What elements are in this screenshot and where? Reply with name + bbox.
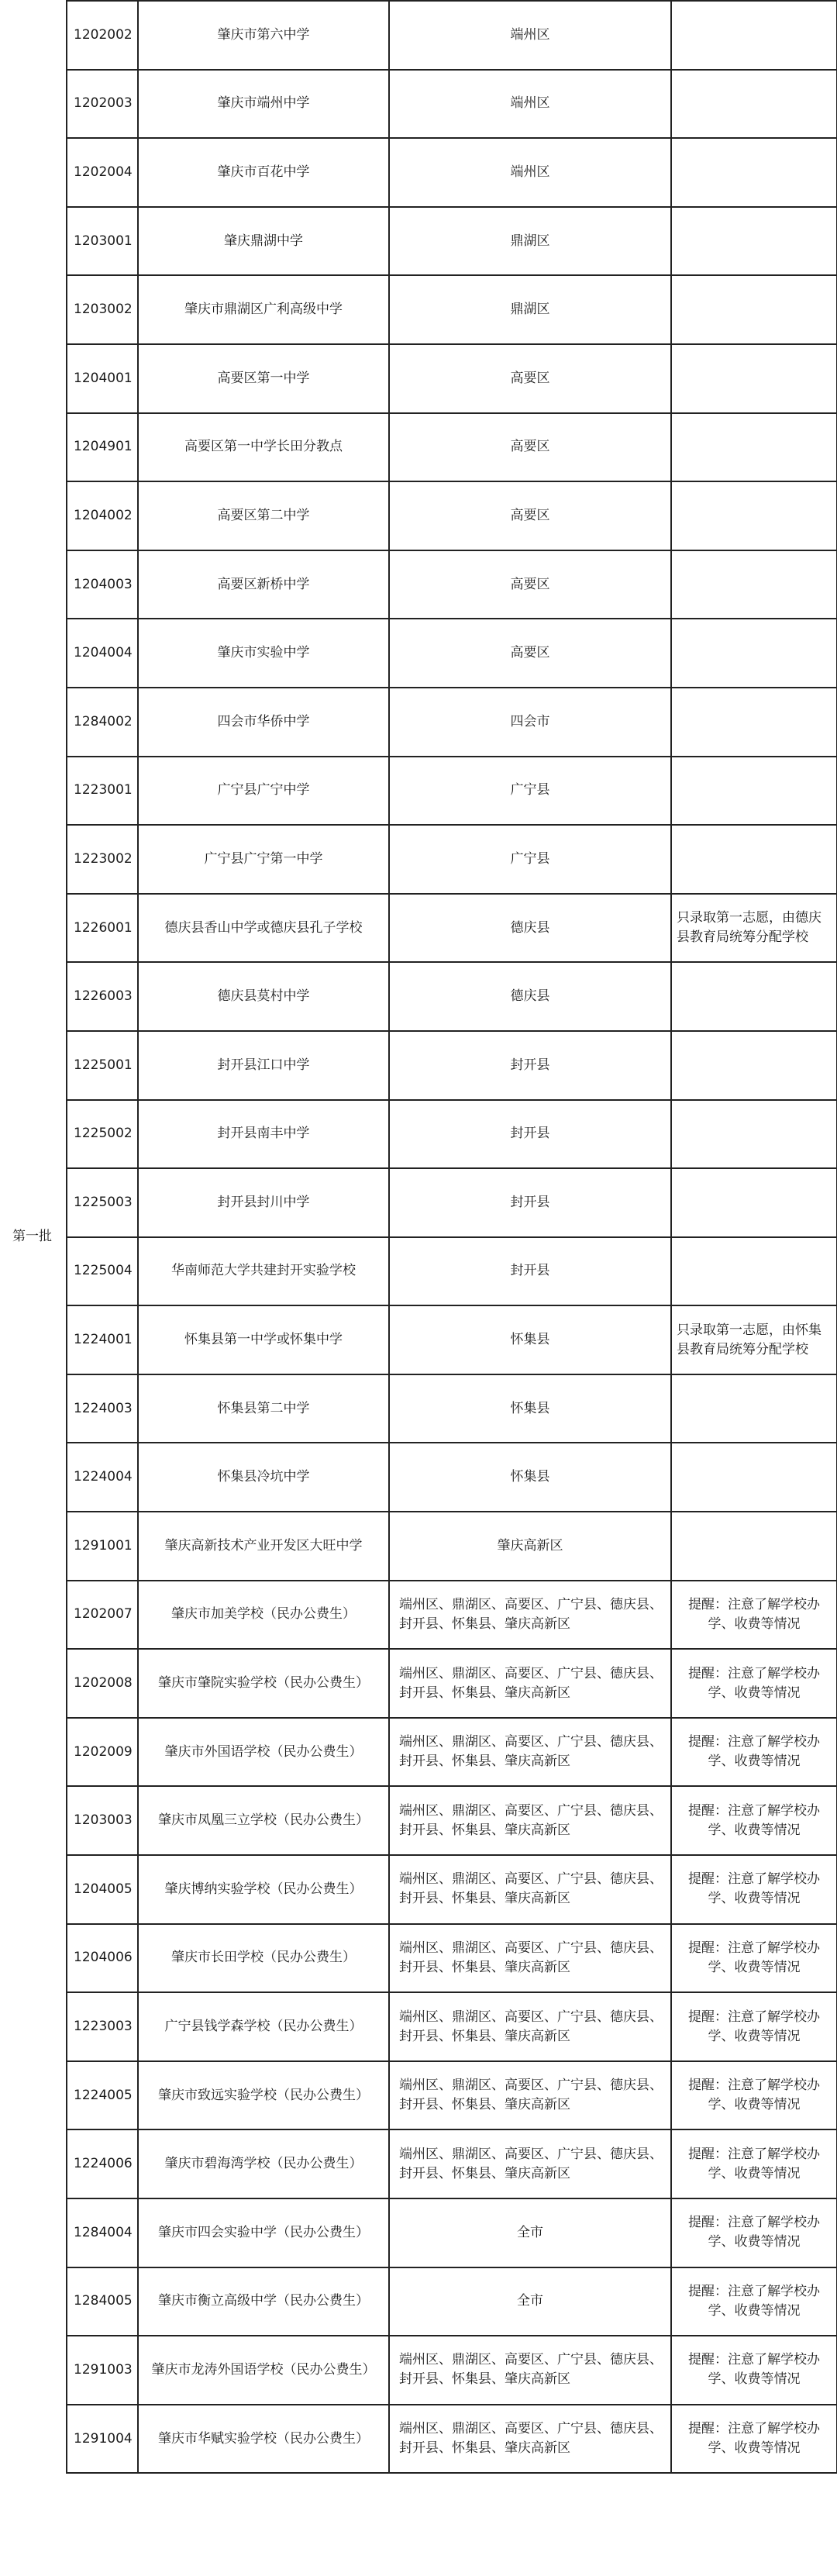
remark-cell: 提醒：注意了解学校办学、收费等情况	[671, 1581, 837, 1650]
enrollment-area-cell: 德庆县	[389, 894, 671, 963]
remark-cell	[671, 962, 837, 1031]
table-row	[0, 1237, 837, 1306]
enrollment-area-cell: 四会市	[389, 688, 671, 757]
remark-cell	[671, 1031, 837, 1100]
enrollment-area-cell: 端州区、鼎湖区、高要区、广宁县、德庆县、封开县、怀集县、肇庆高新区	[389, 1718, 671, 1787]
table-row	[0, 1649, 837, 1718]
school-code-cell: 1223003	[67, 1992, 138, 2061]
enrollment-area-cell: 封开县	[389, 1168, 671, 1237]
enrollment-area-cell: 端州区	[389, 1, 671, 70]
school-name-cell: 肇庆市实验中学	[138, 619, 389, 688]
remark-cell: 提醒：注意了解学校办学、收费等情况	[671, 2061, 837, 2130]
school-name-cell: 肇庆市第六中学	[138, 1, 389, 70]
enrollment-area-cell: 高要区	[389, 550, 671, 619]
school-name-cell: 高要区第一中学长田分教点	[138, 413, 389, 482]
school-code-cell: 1223001	[67, 757, 138, 826]
table-row	[0, 2129, 837, 2198]
table-row	[0, 757, 837, 826]
remark-cell: 提醒：注意了解学校办学、收费等情况	[671, 2198, 837, 2267]
school-code-cell: 1202003	[67, 70, 138, 139]
remark-cell	[671, 413, 837, 482]
school-name-cell: 肇庆市龙涛外国语学校（民办公费生）	[138, 2336, 389, 2405]
school-code-cell: 1203002	[67, 275, 138, 344]
school-name-cell: 德庆县莫村中学	[138, 962, 389, 1031]
table-row	[0, 1031, 837, 1100]
school-code-cell: 1204005	[67, 1855, 138, 1924]
table-row	[0, 1443, 837, 1512]
admission-table-body	[0, 1, 837, 2473]
table-row	[0, 1924, 837, 1993]
remark-cell	[671, 138, 837, 207]
school-code-cell: 1202008	[67, 1649, 138, 1718]
school-name-cell: 肇庆市端州中学	[138, 70, 389, 139]
school-name-cell: 肇庆鼎湖中学	[138, 207, 389, 276]
school-name-cell: 封开县江口中学	[138, 1031, 389, 1100]
school-code-cell: 1203001	[67, 207, 138, 276]
table-row	[0, 1512, 837, 1581]
school-name-cell: 封开县封川中学	[138, 1168, 389, 1237]
school-name-cell: 怀集县第一中学或怀集中学	[138, 1305, 389, 1374]
school-code-cell: 1204004	[67, 619, 138, 688]
school-code-cell: 1224003	[67, 1374, 138, 1443]
enrollment-area-cell: 怀集县	[389, 1305, 671, 1374]
enrollment-area-cell: 端州区、鼎湖区、高要区、广宁县、德庆县、封开县、怀集县、肇庆高新区	[389, 2129, 671, 2198]
table-row	[0, 1718, 837, 1787]
remark-cell: 提醒：注意了解学校办学、收费等情况	[671, 1924, 837, 1993]
school-code-cell: 1225002	[67, 1100, 138, 1169]
enrollment-area-cell: 全市	[389, 2198, 671, 2267]
school-code-cell: 1224006	[67, 2129, 138, 2198]
table-row	[0, 2405, 837, 2474]
table-row	[0, 1, 837, 70]
remark-cell: 提醒：注意了解学校办学、收费等情况	[671, 1786, 837, 1855]
school-name-cell: 肇庆市凤凰三立学校（民办公费生）	[138, 1786, 389, 1855]
school-code-cell: 1226003	[67, 962, 138, 1031]
school-name-cell: 肇庆市鼎湖区广利高级中学	[138, 275, 389, 344]
remark-cell	[671, 1168, 837, 1237]
remark-cell: 提醒：注意了解学校办学、收费等情况	[671, 1855, 837, 1924]
enrollment-area-cell: 端州区、鼎湖区、高要区、广宁县、德庆县、封开县、怀集县、肇庆高新区	[389, 1649, 671, 1718]
enrollment-area-cell: 怀集县	[389, 1374, 671, 1443]
remark-cell: 提醒：注意了解学校办学、收费等情况	[671, 2129, 837, 2198]
remark-cell: 提醒：注意了解学校办学、收费等情况	[671, 2267, 837, 2336]
school-code-cell: 1202009	[67, 1718, 138, 1787]
table-row	[0, 2267, 837, 2336]
school-code-cell: 1291004	[67, 2405, 138, 2474]
remark-cell	[671, 344, 837, 413]
table-row	[0, 138, 837, 207]
remark-cell: 提醒：注意了解学校办学、收费等情况	[671, 1718, 837, 1787]
remark-cell	[671, 481, 837, 550]
remark-cell	[671, 550, 837, 619]
school-name-cell: 德庆县香山中学或德庆县孔子学校	[138, 894, 389, 963]
school-name-cell: 高要区第二中学	[138, 481, 389, 550]
school-code-cell: 1225001	[67, 1031, 138, 1100]
school-name-cell: 怀集县第二中学	[138, 1374, 389, 1443]
remark-cell	[671, 207, 837, 276]
school-name-cell: 肇庆市碧海湾学校（民办公费生）	[138, 2129, 389, 2198]
table-row	[0, 481, 837, 550]
school-name-cell: 华南师范大学共建封开实验学校	[138, 1237, 389, 1306]
school-code-cell: 1204006	[67, 1924, 138, 1993]
table-row	[0, 1786, 837, 1855]
school-code-cell: 1225003	[67, 1168, 138, 1237]
enrollment-area-cell: 高要区	[389, 344, 671, 413]
enrollment-area-cell: 端州区、鼎湖区、高要区、广宁县、德庆县、封开县、怀集县、肇庆高新区	[389, 1581, 671, 1650]
school-name-cell: 广宁县广宁中学	[138, 757, 389, 826]
enrollment-area-cell: 高要区	[389, 619, 671, 688]
enrollment-area-cell: 高要区	[389, 481, 671, 550]
school-name-cell: 肇庆市四会实验中学（民办公费生）	[138, 2198, 389, 2267]
table-row	[0, 550, 837, 619]
enrollment-area-cell: 端州区、鼎湖区、高要区、广宁县、德庆县、封开县、怀集县、肇庆高新区	[389, 2061, 671, 2130]
remark-cell: 提醒：注意了解学校办学、收费等情况	[671, 1992, 837, 2061]
table-row	[0, 825, 837, 894]
school-code-cell: 1284005	[67, 2267, 138, 2336]
remark-cell: 只录取第一志愿，由德庆县教育局统筹分配学校	[671, 894, 837, 963]
school-code-cell: 1204901	[67, 413, 138, 482]
enrollment-area-cell: 端州区	[389, 70, 671, 139]
enrollment-area-cell: 鼎湖区	[389, 275, 671, 344]
remark-cell	[671, 825, 837, 894]
remark-cell	[671, 1374, 837, 1443]
school-name-cell: 肇庆市华赋实验学校（民办公费生）	[138, 2405, 389, 2474]
remark-cell	[671, 70, 837, 139]
enrollment-area-cell: 封开县	[389, 1100, 671, 1169]
table-row	[0, 70, 837, 139]
table-row	[0, 2336, 837, 2405]
batch-label: 第一批	[0, 1, 67, 2473]
school-code-cell: 1225004	[67, 1237, 138, 1306]
enrollment-area-cell: 肇庆高新区	[389, 1512, 671, 1581]
table-row	[0, 207, 837, 276]
enrollment-area-cell: 端州区、鼎湖区、高要区、广宁县、德庆县、封开县、怀集县、肇庆高新区	[389, 1855, 671, 1924]
school-name-cell: 肇庆市致远实验学校（民办公费生）	[138, 2061, 389, 2130]
remark-cell	[671, 619, 837, 688]
remark-cell	[671, 1237, 837, 1306]
school-code-cell: 1284004	[67, 2198, 138, 2267]
table-row	[0, 1855, 837, 1924]
remark-cell	[671, 1512, 837, 1581]
remark-cell: 提醒：注意了解学校办学、收费等情况	[671, 1649, 837, 1718]
school-name-cell: 封开县南丰中学	[138, 1100, 389, 1169]
table-row	[0, 344, 837, 413]
enrollment-area-cell: 端州区、鼎湖区、高要区、广宁县、德庆县、封开县、怀集县、肇庆高新区	[389, 1992, 671, 2061]
enrollment-area-cell: 广宁县	[389, 757, 671, 826]
table-row	[0, 1305, 837, 1374]
enrollment-area-cell: 端州区、鼎湖区、高要区、广宁县、德庆县、封开县、怀集县、肇庆高新区	[389, 2405, 671, 2474]
enrollment-area-cell: 端州区、鼎湖区、高要区、广宁县、德庆县、封开县、怀集县、肇庆高新区	[389, 2336, 671, 2405]
school-name-cell: 高要区第一中学	[138, 344, 389, 413]
school-code-cell: 1204002	[67, 481, 138, 550]
table-row	[0, 962, 837, 1031]
school-code-cell: 1203003	[67, 1786, 138, 1855]
school-code-cell: 1224001	[67, 1305, 138, 1374]
table-row	[0, 1100, 837, 1169]
enrollment-area-cell: 端州区	[389, 138, 671, 207]
school-code-cell: 1204003	[67, 550, 138, 619]
table-row	[0, 894, 837, 963]
school-name-cell: 四会市华侨中学	[138, 688, 389, 757]
school-name-cell: 高要区新桥中学	[138, 550, 389, 619]
table-row	[0, 1992, 837, 2061]
remark-cell: 只录取第一志愿，由怀集县教育局统筹分配学校	[671, 1305, 837, 1374]
school-code-cell: 1202002	[67, 1, 138, 70]
school-code-cell: 1224005	[67, 2061, 138, 2130]
enrollment-area-cell: 全市	[389, 2267, 671, 2336]
table-row	[0, 413, 837, 482]
enrollment-area-cell: 封开县	[389, 1237, 671, 1306]
remark-cell	[671, 1443, 837, 1512]
school-code-cell: 1223002	[67, 825, 138, 894]
remark-cell: 提醒：注意了解学校办学、收费等情况	[671, 2405, 837, 2474]
school-name-cell: 肇庆高新技术产业开发区大旺中学	[138, 1512, 389, 1581]
school-name-cell: 广宁县钱学森学校（民办公费生）	[138, 1992, 389, 2061]
school-name-cell: 肇庆市百花中学	[138, 138, 389, 207]
enrollment-area-cell: 端州区、鼎湖区、高要区、广宁县、德庆县、封开县、怀集县、肇庆高新区	[389, 1924, 671, 1993]
table-row	[0, 1168, 837, 1237]
school-code-cell: 1291001	[67, 1512, 138, 1581]
remark-cell	[671, 1100, 837, 1169]
school-code-cell: 1204001	[67, 344, 138, 413]
school-code-cell: 1291003	[67, 2336, 138, 2405]
enrollment-area-cell: 端州区、鼎湖区、高要区、广宁县、德庆县、封开县、怀集县、肇庆高新区	[389, 1786, 671, 1855]
school-code-cell: 1284002	[67, 688, 138, 757]
enrollment-area-cell: 高要区	[389, 413, 671, 482]
table-row	[0, 619, 837, 688]
school-name-cell: 肇庆市肇院实验学校（民办公费生）	[138, 1649, 389, 1718]
table-row	[0, 1581, 837, 1650]
school-name-cell: 肇庆市加美学校（民办公费生）	[138, 1581, 389, 1650]
enrollment-area-cell: 广宁县	[389, 825, 671, 894]
remark-cell	[671, 688, 837, 757]
remark-cell	[671, 275, 837, 344]
remark-cell: 提醒：注意了解学校办学、收费等情况	[671, 2336, 837, 2405]
school-name-cell: 广宁县广宁第一中学	[138, 825, 389, 894]
school-code-cell: 1202007	[67, 1581, 138, 1650]
table-row	[0, 2198, 837, 2267]
table-row	[0, 275, 837, 344]
school-code-cell: 1224004	[67, 1443, 138, 1512]
enrollment-area-cell: 怀集县	[389, 1443, 671, 1512]
school-code-cell: 1202004	[67, 138, 138, 207]
enrollment-area-cell: 鼎湖区	[389, 207, 671, 276]
table-row	[0, 688, 837, 757]
school-name-cell: 肇庆市长田学校（民办公费生）	[138, 1924, 389, 1993]
table-row	[0, 2061, 837, 2130]
school-name-cell: 怀集县冷坑中学	[138, 1443, 389, 1512]
enrollment-area-cell: 德庆县	[389, 962, 671, 1031]
school-code-cell: 1226001	[67, 894, 138, 963]
table-row	[0, 1374, 837, 1443]
school-name-cell: 肇庆博纳实验学校（民办公费生）	[138, 1855, 389, 1924]
remark-cell	[671, 757, 837, 826]
enrollment-area-cell: 封开县	[389, 1031, 671, 1100]
school-name-cell: 肇庆市衡立高级中学（民办公费生）	[138, 2267, 389, 2336]
school-name-cell: 肇庆市外国语学校（民办公费生）	[138, 1718, 389, 1787]
remark-cell	[671, 1, 837, 70]
